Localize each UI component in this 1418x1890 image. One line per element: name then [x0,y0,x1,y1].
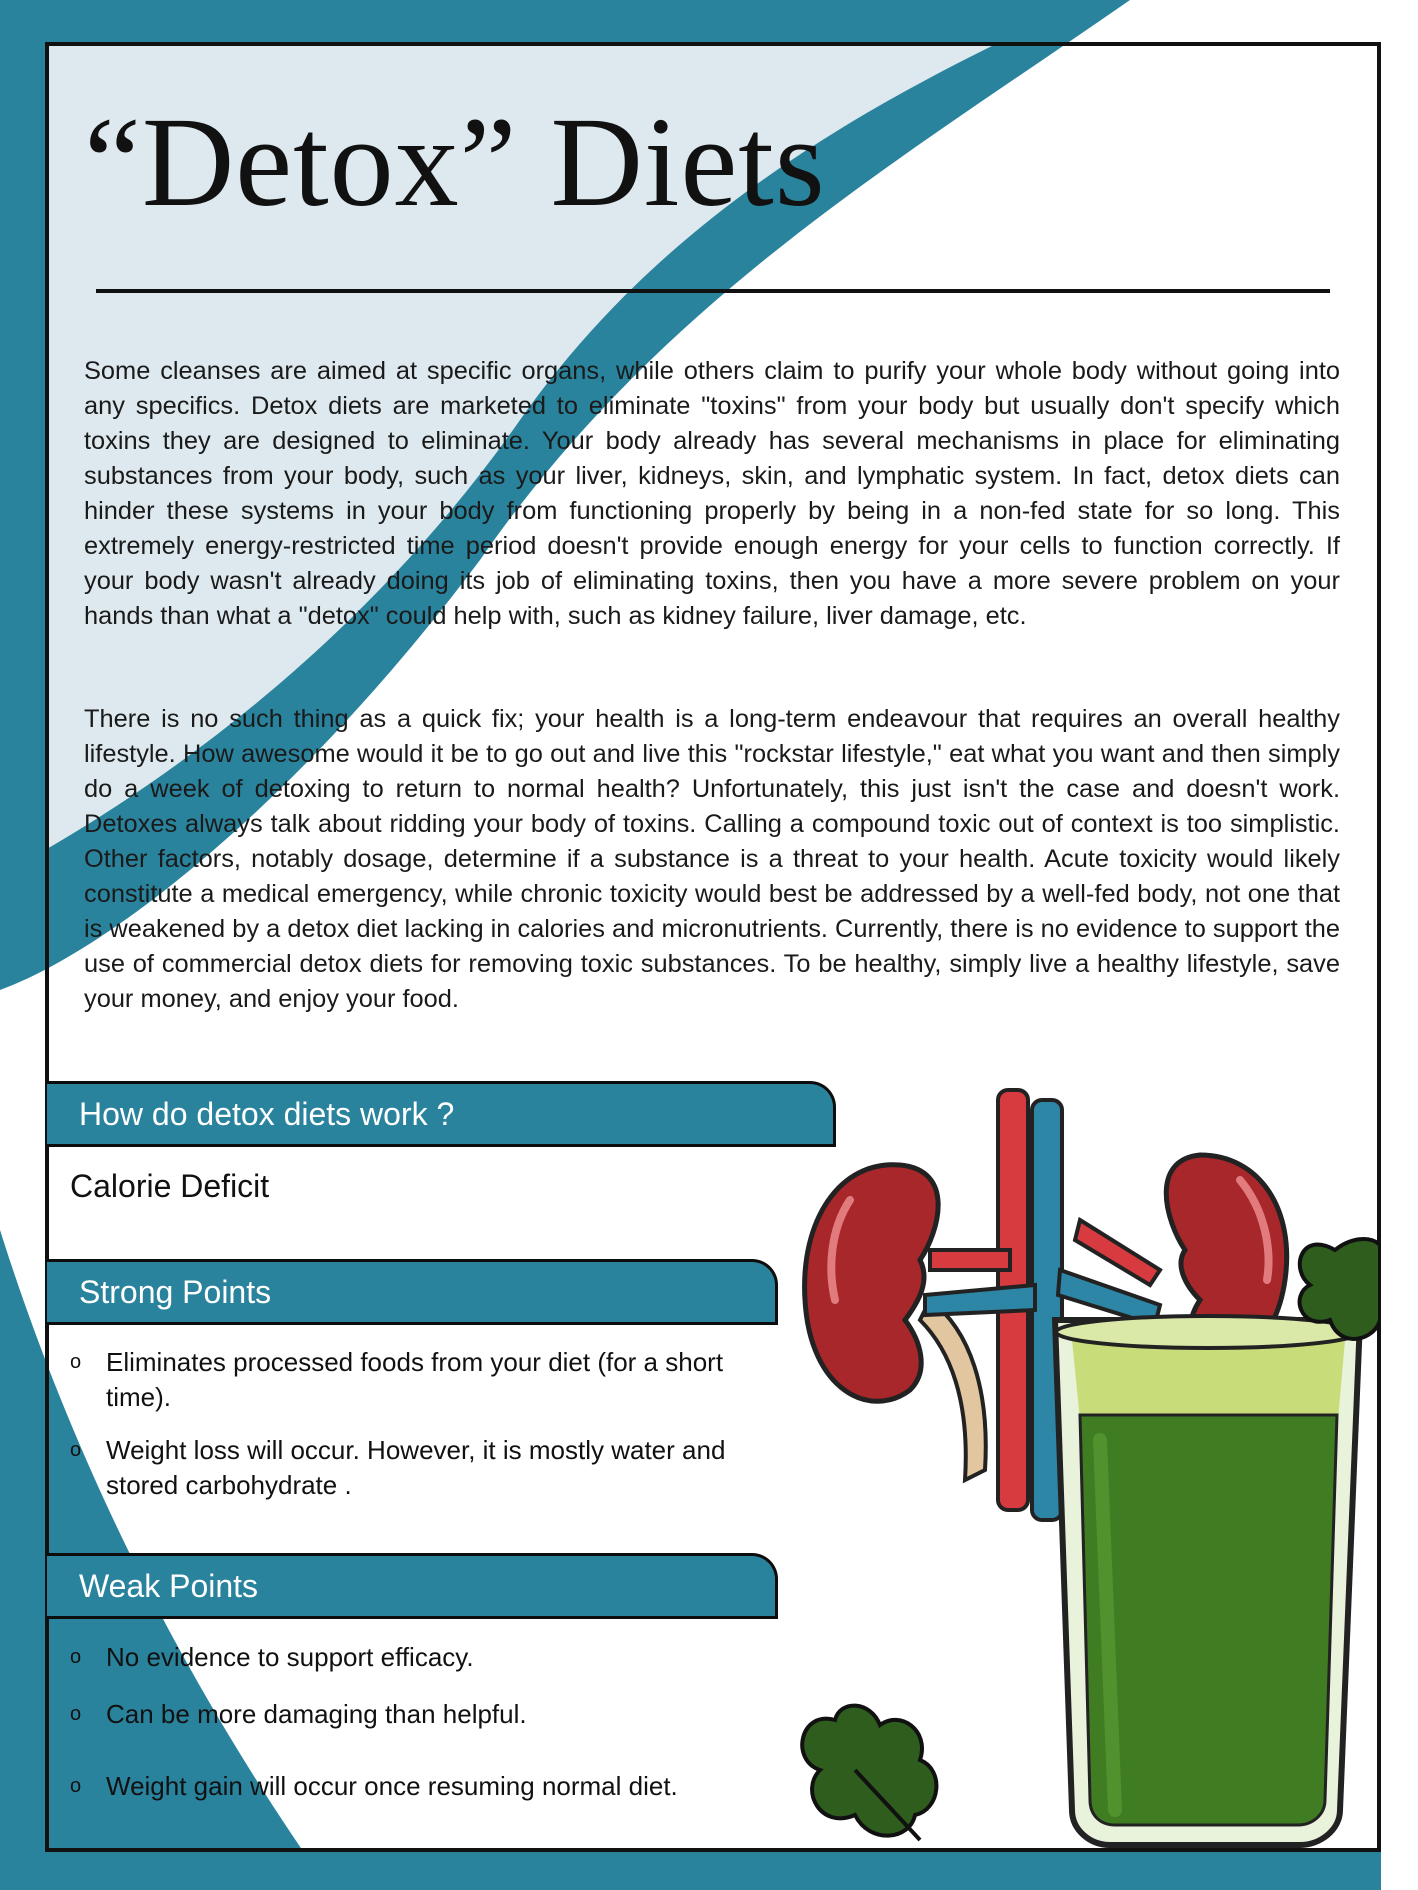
how-it-works-heading: How do detox diets work ? [47,1081,836,1147]
page-title: “Detox” Diets [84,91,826,233]
list-item-text: Weight gain will occur once resuming normal diet. [106,1771,678,1801]
bullet-icon: o [70,1351,82,1373]
list-item [70,1769,770,1804]
bullet-icon: o [70,1439,82,1461]
green-juice-glass-icon [1055,1316,1360,1845]
intro-paragraph: Some cleanses are aimed at specific organs, while others claim to purify your whole body without going into any specifics. Detox diets are marketed to eliminate "toxins" from your body but usually don't specify which toxins they are designed to eliminate. Your body already has several mechanisms in place for eliminating substances from your body, such as your liver, kidneys, skin, and lymphatic system. In fact, detox diets can hinder these systems in your body from functioning properly by being in a non-fed state for so long. This extremely energy-restricted time period doesn't provide enough energy for your cells to function correctly. If your body wasn't already doing its job of eliminating toxins, then you have a more severe problem on your hands than what a "detox" could help with, such as kidney failure, liver damage, etc. [84,357,1340,630]
second-paragraph: There is no such thing as a quick fix; your health is a long-term endeavour that requires an overall healthy lifestyle. How awesome would it be to go out and live this "rockstar lifestyle," eat what you want and then simply do a week of detoxing to return to normal health? Unfortunately, this just isn't the case and doesn't work. Detoxes always talk about ridding your body of toxins. Calling a compound toxic out of context is too simplistic. Other factors, notably dosage, determine if a substance is a threat to your health. Acute toxicity would likely constitute a medical emergency, while chronic toxicity would best be addressed by a well-fed body, not one that is weakened by a detox diet lacking in calories and micronutrients. Currently, there is no evidence to support the use of commercial detox diets for removing toxic substances. To be healthy, simply live a healthy lifestyle, save your money, and enjoy your food. [84,705,1340,1013]
bullet-icon: o [70,1775,82,1797]
list-item [70,1640,770,1675]
list-item-text: No evidence to support efficacy. [106,1642,474,1672]
bullet-icon: o [70,1646,82,1668]
weak-points-heading: Weak Points [47,1553,778,1619]
strong-points-heading: Strong Points [47,1259,778,1325]
list-item [70,1433,770,1503]
bullet-icon: o [70,1703,82,1725]
list-item [70,1345,770,1415]
ureter-icon [920,1300,986,1480]
list-item-text: Eliminates processed foods from your diet (for a short time). [106,1347,724,1412]
weak-points-list [70,1640,770,1804]
how-it-works-answer: Calorie Deficit [70,1168,270,1204]
list-item-text: Can be more damaging than helpful. [106,1699,527,1729]
list-item [70,1697,770,1732]
strong-points-list [70,1345,770,1521]
kidney-juice-illustration [780,1070,1380,1850]
title-underline [96,289,1330,293]
list-item-text: Weight loss will occur. However, it is mostly water and stored carbohydrate . [106,1435,726,1500]
